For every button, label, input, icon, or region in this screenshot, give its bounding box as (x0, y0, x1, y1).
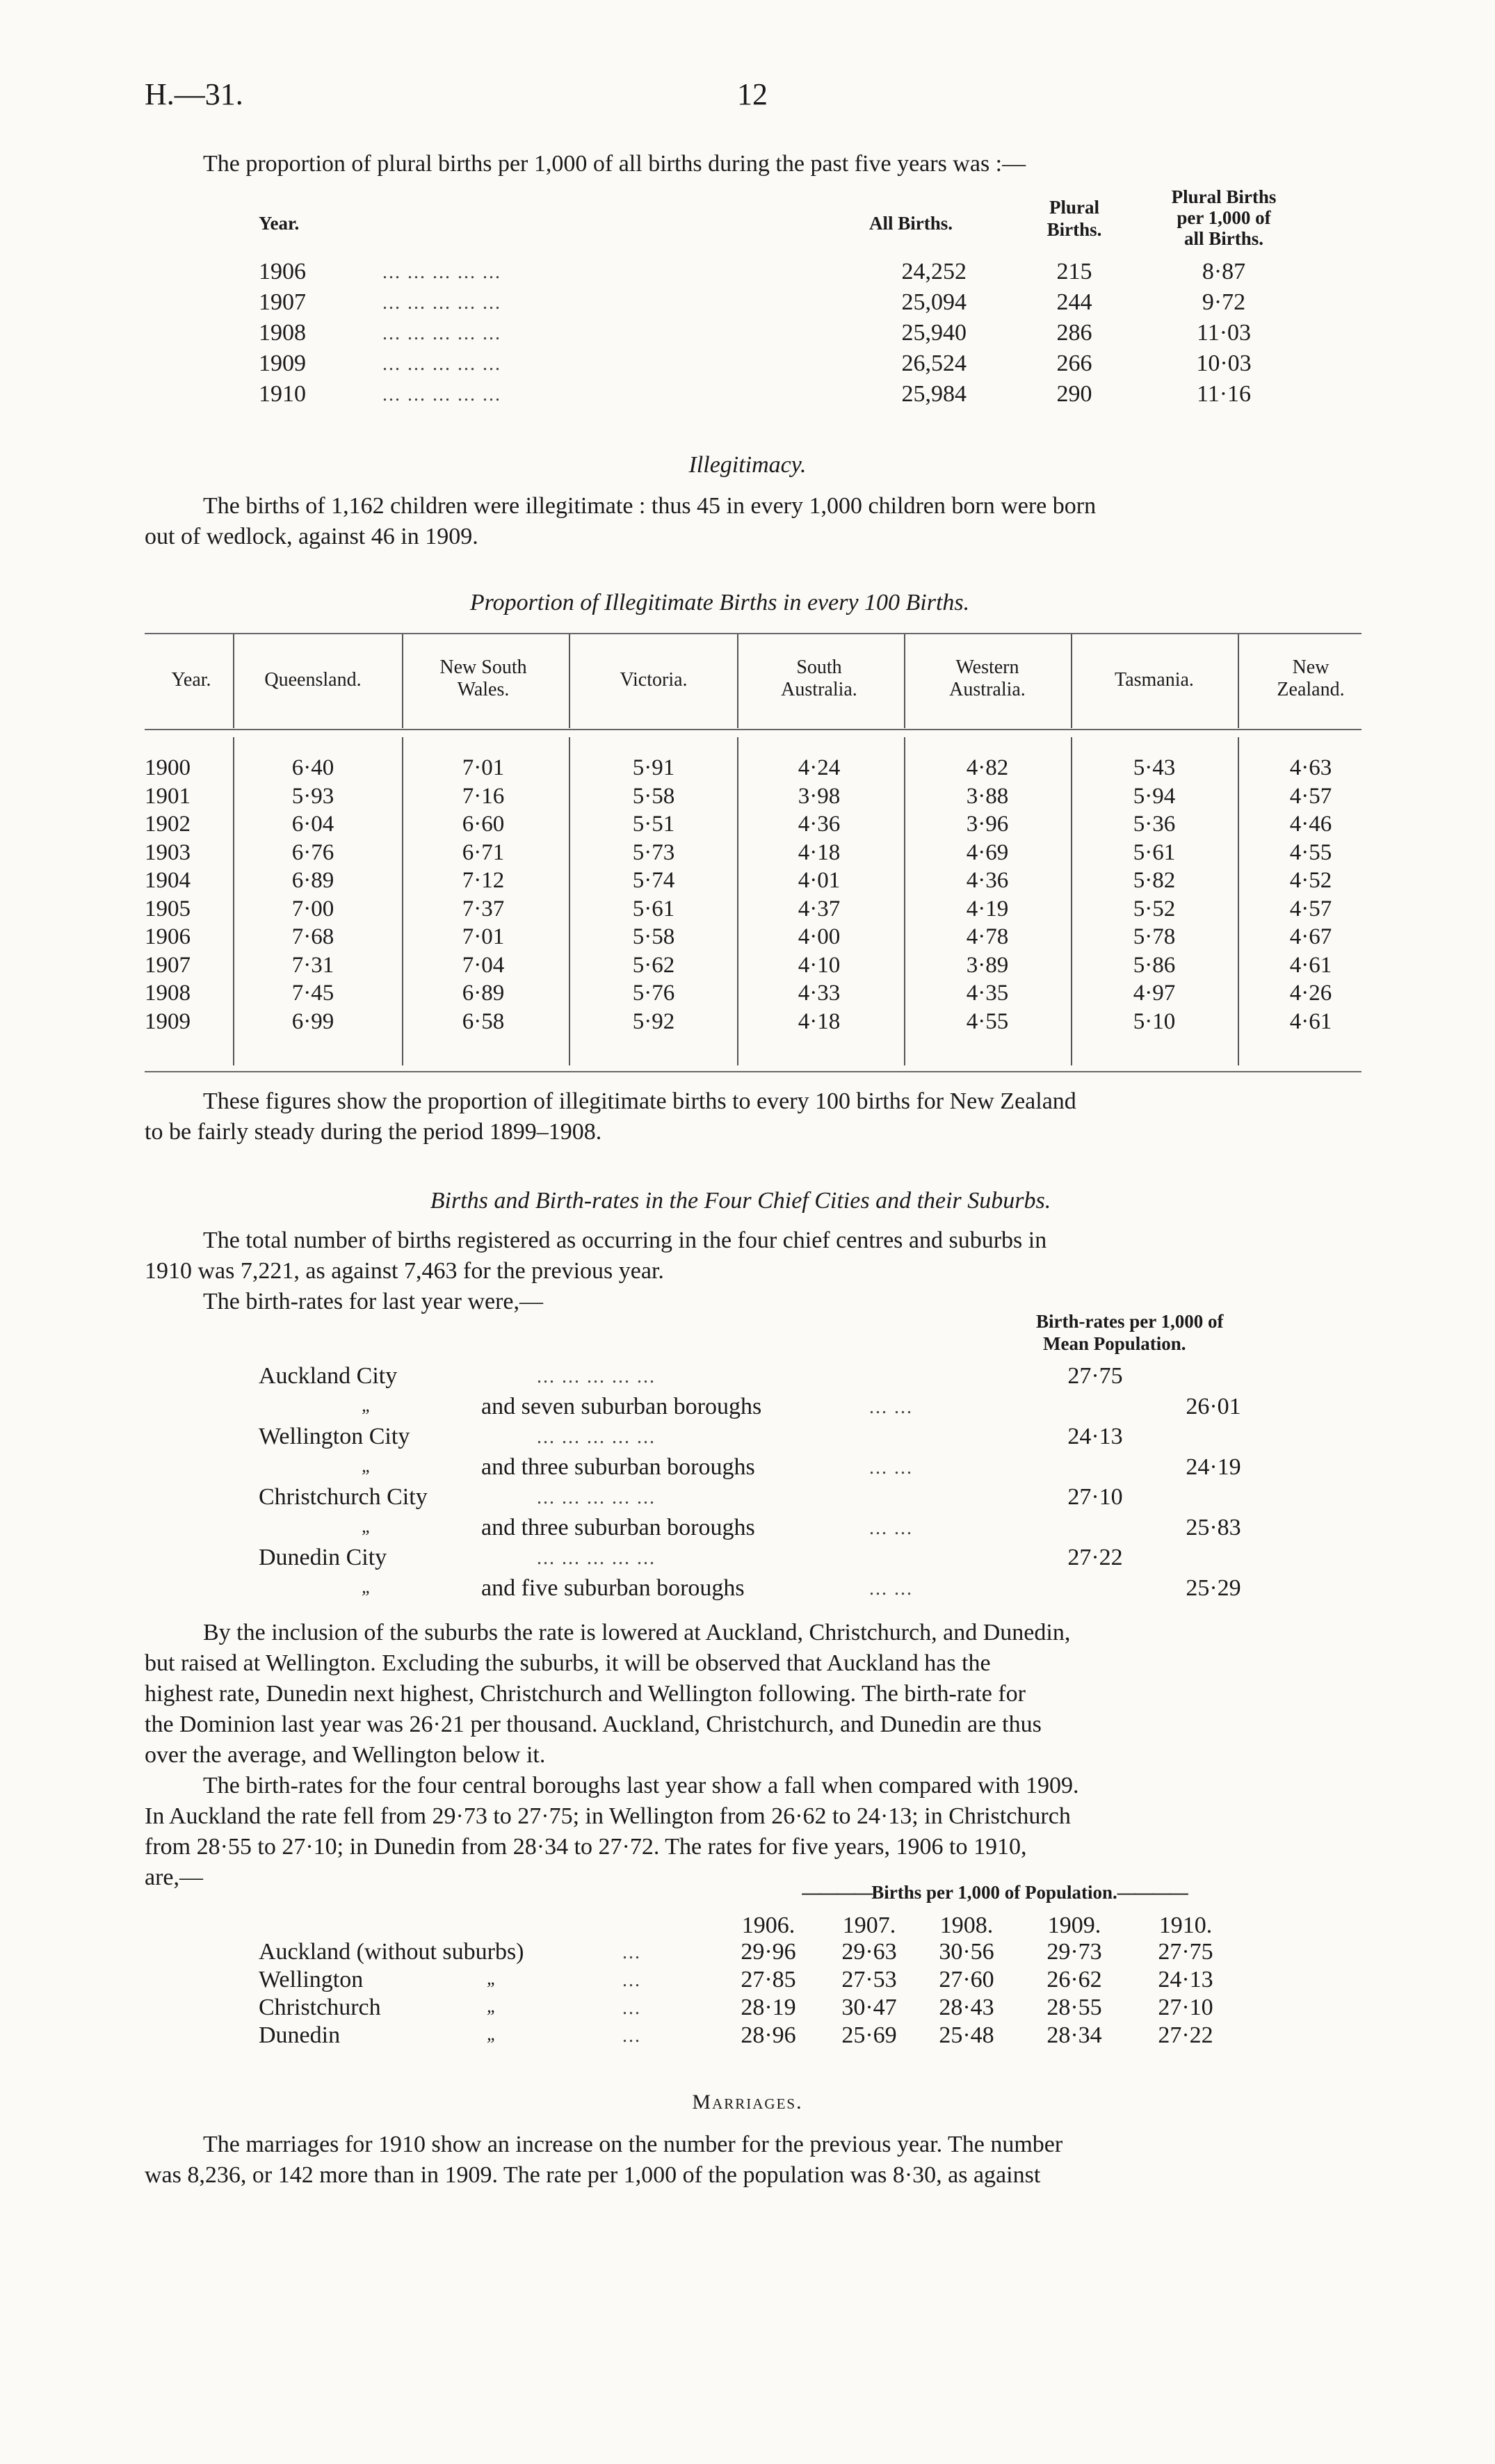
table-top-rule (145, 633, 1361, 634)
illeg-row-value: 4·00 (798, 924, 841, 949)
leader-dots: ... ... ... ... ... (382, 261, 501, 283)
plural-row-plural: 266 (1056, 351, 1092, 376)
five-year-value: 27·53 (841, 1967, 897, 1992)
illeg-row-value: 5·76 (632, 981, 675, 1006)
ditto-mark: „ (362, 1576, 372, 1597)
five-year-value: 28·43 (939, 1995, 994, 2020)
para3-line: the Dominion last year was 26·21 per thousand. Auckland, Christchurch, and Dunedin are thus (145, 1712, 1042, 1737)
illeg-row-value: 7·01 (462, 755, 505, 780)
ditto-mark: „ (362, 1394, 372, 1415)
illeg-row-value: 7·12 (462, 868, 505, 893)
ditto-mark: „ (362, 1455, 372, 1476)
illeg-row-value: 4·67 (1289, 924, 1332, 949)
illeg-row-value: 5·58 (632, 924, 675, 949)
plural-row-plural: 286 (1056, 320, 1092, 346)
plural-row-year: 1907 (259, 289, 306, 315)
plural-row-per: 10·03 (1196, 351, 1252, 376)
plural-row-per: 11·03 (1196, 320, 1252, 346)
five-year-value: 30·47 (841, 1995, 897, 2020)
para4-line: from 28·55 to 27·10; in Dunedin from 28·34 to 27·72. The rates for five years, 1906 to 1910, (145, 1834, 1027, 1860)
illeg-row-value: 4·18 (798, 1008, 841, 1034)
plural-row-per: 8·87 (1202, 259, 1246, 284)
illeg-row-value: 3·96 (966, 812, 1009, 837)
table-column-header (1078, 669, 1231, 691)
document-reference: H.—31. (145, 77, 243, 111)
illeg-row-value: 5·73 (632, 839, 675, 865)
illeg-row-value: 4·61 (1289, 1008, 1332, 1034)
para3-line: highest rate, Dunedin next highest, Christchurch and Wellington following. The birth-rate for (145, 1681, 1026, 1707)
illeg-row-value: 6·58 (462, 1008, 505, 1034)
illeg-row-value: 6·89 (291, 868, 334, 893)
column-divider (569, 737, 570, 1065)
illeg-row-value: 4·26 (1289, 981, 1332, 1006)
city-row-label: and three suburban boroughs (481, 1514, 755, 1540)
column-header-line: New (1292, 657, 1330, 678)
plural-row-year: 1908 (259, 320, 306, 346)
leader-dots: ... ... ... ... ... (537, 1547, 656, 1569)
illegitimacy-table-title: Proportion of Illegitimate Births in every 100 Births. (469, 590, 970, 615)
illeg-row-year: 1907 (145, 952, 191, 978)
illeg-row-value: 5·61 (632, 896, 675, 921)
leader-dots: ... (622, 2025, 641, 2047)
five-year-value: 29·96 (741, 1939, 796, 1965)
plural-row-per: 11·16 (1196, 381, 1252, 407)
illeg-row-value: 5·43 (1133, 755, 1176, 780)
illeg-row-value: 3·98 (798, 783, 841, 809)
plural-row-all: 24,252 (901, 259, 967, 284)
para4-line: are,— (145, 1865, 204, 1890)
five-year-column-year: 1906. (741, 1913, 795, 1938)
illeg-row-value: 4·69 (966, 839, 1009, 865)
leader-dots: ... ... ... ... ... (537, 1366, 656, 1387)
ditto-mark: „ (487, 1968, 497, 1988)
illeg-row-value: 4·55 (966, 1008, 1009, 1034)
leader-dots: ... ... (869, 1517, 913, 1539)
column-divider (1238, 737, 1239, 1065)
column-divider (1071, 737, 1072, 1065)
plural-col-all: All Births. (869, 213, 953, 234)
illeg-row-value: 5·62 (632, 952, 675, 978)
table-bottom-rule (145, 1071, 1361, 1072)
table-header-rule (145, 729, 1361, 730)
column-divider (737, 634, 738, 728)
leader-dots: ... (622, 1942, 641, 1963)
column-header-line: Tasmania. (1115, 669, 1194, 691)
cities-para1-2: 1910 was 7,221, as against 7,463 for the previous year. (145, 1258, 664, 1284)
illeg-row-value: 4·33 (798, 981, 841, 1006)
city-rate: 24·13 (1067, 1424, 1123, 1449)
ditto-mark: „ (487, 1996, 497, 2016)
illeg-row-value: 4·36 (966, 868, 1009, 893)
plural-intro: The proportion of plural births per 1,000 of all births during the past five years was :— (203, 151, 1026, 177)
column-header-line: Australia. (949, 679, 1026, 700)
five-year-column-year: 1910. (1158, 1913, 1213, 1938)
plural-row-plural: 290 (1056, 381, 1092, 407)
five-year-value: 27·60 (939, 1967, 994, 1992)
illeg-row-value: 7·00 (291, 896, 334, 921)
cities-rate-heading: Birth-rates per 1,000 of Mean Population. (1036, 1311, 1224, 1354)
leader-dots: ... ... ... ... ... (382, 384, 501, 405)
plural-col-per: Plural Births per 1,000 of all Births. (1171, 186, 1277, 249)
column-header-line: South (796, 657, 842, 678)
plural-row-all: 26,524 (901, 351, 967, 376)
illeg-row-value: 5·91 (632, 755, 675, 780)
illeg-row-value: 4·57 (1289, 896, 1332, 921)
illeg-row-value: 7·16 (462, 783, 505, 809)
five-year-value: 25·48 (939, 2022, 994, 2048)
column-header-line: Year. (171, 669, 211, 691)
five-year-column-year: 1909. (1047, 1913, 1101, 1938)
para4-line: The birth-rates for the four central boroughs last year show a fall when compared with 1909. (203, 1773, 1079, 1798)
city-suburb-rate: 25·83 (1186, 1514, 1241, 1540)
five-year-value: 24·13 (1158, 1967, 1213, 1992)
marriages-para-1: The marriages for 1910 show an increase on the number for the previous year. The number (203, 2132, 1063, 2157)
column-header-line: Wales. (457, 679, 510, 700)
plural-row-year: 1910 (259, 381, 306, 407)
column-divider (904, 634, 905, 728)
five-year-row-label: Dunedin (259, 2022, 341, 2048)
illeg-row-value: 6·76 (291, 839, 334, 865)
illeg-row-value: 5·92 (632, 1008, 675, 1034)
leader-dots: ... ... (869, 1396, 913, 1418)
cities-heading: Births and Birth-rates in the Four Chief Cities and their Suburbs. (430, 1188, 1051, 1214)
illeg-row-value: 4·63 (1289, 755, 1332, 780)
leader-dots: ... (622, 1997, 641, 2019)
city-row-label: and three suburban boroughs (481, 1454, 755, 1480)
illeg-row-value: 4·82 (966, 755, 1009, 780)
table-column-header (911, 657, 1064, 701)
five-year-value: 28·96 (741, 2022, 796, 2048)
column-header-line: New South (439, 657, 527, 678)
plural-row-per: 9·72 (1202, 289, 1246, 315)
plural-row-all: 25,984 (901, 381, 967, 407)
illeg-row-value: 7·01 (462, 924, 505, 949)
illeg-row-value: 4·78 (966, 924, 1009, 949)
illegitimacy-para-2: out of wedlock, against 46 in 1909. (145, 524, 478, 549)
illeg-row-value: 4·55 (1289, 839, 1332, 865)
cities-para2: The birth-rates for last year were,— (203, 1289, 543, 1314)
five-year-span-heading: ————Births per 1,000 of Population.———— (802, 1882, 1187, 1903)
marriages-para-2: was 8,236, or 142 more than in 1909. The rate per 1,000 of the population was 8·30, as against (145, 2162, 1041, 2188)
illeg-row-value: 5·94 (1133, 783, 1176, 809)
para3-line: over the average, and Wellington below it. (145, 1742, 546, 1768)
table-column-header (407, 657, 560, 701)
city-row-label: and seven suburban boroughs (481, 1393, 762, 1419)
city-rate: 27·22 (1067, 1545, 1123, 1570)
city-suburb-rate: 26·01 (1186, 1393, 1241, 1419)
illeg-row-value: 5·10 (1133, 1008, 1176, 1034)
illegitimacy-note-1: These figures show the proportion of illegitimate births to every 100 births for New Zealand (203, 1088, 1076, 1114)
five-year-column-year: 1907. (842, 1913, 896, 1938)
column-header-line: Queensland. (264, 669, 362, 691)
illeg-row-value: 7·37 (462, 896, 505, 921)
illeg-row-year: 1908 (145, 981, 191, 1006)
illeg-row-value: 4·37 (798, 896, 841, 921)
illeg-row-value: 5·93 (291, 783, 334, 809)
illeg-row-value: 7·68 (291, 924, 334, 949)
leader-dots: ... ... (869, 1456, 913, 1479)
city-row-label: Wellington City (259, 1424, 410, 1449)
plural-row-all: 25,094 (901, 289, 967, 315)
leader-dots: ... ... ... ... ... (382, 323, 501, 344)
illeg-row-value: 5·82 (1133, 868, 1176, 893)
illegitimacy-para-1: The births of 1,162 children were illegitimate : thus 45 in every 1,000 children born were born (203, 493, 1097, 519)
five-year-value: 27·85 (741, 1967, 796, 1992)
city-row-label: Auckland City (259, 1363, 398, 1389)
five-year-row-label: Wellington (259, 1967, 364, 1992)
illeg-row-value: 7·31 (291, 952, 334, 978)
five-year-value: 27·10 (1158, 1995, 1213, 2020)
illeg-row-year: 1901 (145, 783, 191, 809)
five-year-value: 27·22 (1158, 2022, 1213, 2048)
table-column-header (577, 669, 730, 691)
illeg-row-value: 4·24 (798, 755, 841, 780)
city-row-label: Christchurch City (259, 1484, 428, 1510)
city-rate: 27·10 (1067, 1484, 1123, 1510)
leader-dots: ... ... ... ... ... (537, 1487, 656, 1508)
illeg-row-value: 5·86 (1133, 952, 1176, 978)
illeg-row-value: 6·99 (291, 1008, 334, 1034)
five-year-value: 25·69 (841, 2022, 897, 2048)
five-year-value: 27·75 (1158, 1939, 1213, 1965)
table-column-header (743, 657, 896, 701)
illeg-row-year: 1900 (145, 755, 191, 780)
leader-dots: ... ... ... ... ... (382, 292, 501, 314)
para3-line: but raised at Wellington. Excluding the suburbs, it will be observed that Auckland has the (145, 1650, 991, 1676)
illeg-row-value: 5·61 (1133, 839, 1176, 865)
city-row-label: and five suburban boroughs (481, 1575, 745, 1601)
column-header-line: Western (955, 657, 1019, 678)
illeg-row-value: 6·40 (291, 755, 334, 780)
plural-row-plural: 244 (1056, 289, 1092, 315)
plural-col-year: Year. (259, 213, 300, 234)
illeg-row-value: 4·19 (966, 896, 1009, 921)
illegitimacy-heading: Illegitimacy. (688, 452, 807, 478)
illeg-row-value: 3·89 (966, 952, 1009, 978)
illeg-row-value: 5·36 (1133, 812, 1176, 837)
illeg-row-value: 5·78 (1133, 924, 1176, 949)
five-year-column-year: 1908. (939, 1913, 994, 1938)
column-header-line: Australia. (781, 679, 857, 700)
illeg-row-year: 1903 (145, 839, 191, 865)
plural-row-plural: 215 (1056, 259, 1092, 284)
illegitimacy-note-2: to be fairly steady during the period 1899–1908. (145, 1119, 602, 1145)
five-year-value: 30·56 (939, 1939, 994, 1965)
illeg-row-value: 7·45 (291, 981, 334, 1006)
illeg-row-value: 4·01 (798, 868, 841, 893)
illeg-row-value: 4·46 (1289, 812, 1332, 837)
illeg-row-value: 4·57 (1289, 783, 1332, 809)
column-header-line: Victoria. (620, 669, 688, 691)
table-column-header (236, 669, 389, 691)
illeg-row-year: 1909 (145, 1008, 191, 1034)
illeg-row-value: 5·52 (1133, 896, 1176, 921)
illeg-row-year: 1906 (145, 924, 191, 949)
five-year-value: 26·62 (1046, 1967, 1102, 1992)
illeg-row-year: 1904 (145, 868, 191, 893)
city-suburb-rate: 24·19 (1186, 1454, 1241, 1480)
cities-para1-1: The total number of births registered as occurring in the four chief centres and suburbs in (203, 1227, 1047, 1253)
five-year-value: 28·55 (1046, 1995, 1102, 2020)
para3-line: By the inclusion of the suburbs the rate is lowered at Auckland, Christchurch, and Dunedin, (203, 1620, 1071, 1645)
five-year-value: 29·73 (1046, 1939, 1102, 1965)
city-rate: 27·75 (1067, 1363, 1123, 1389)
column-divider (904, 737, 905, 1065)
column-divider (1071, 634, 1072, 728)
para4-line: In Auckland the rate fell from 29·73 to 27·75; in Wellington from 26·62 to 24·13; in Christchurch (145, 1803, 1071, 1829)
illeg-row-value: 5·58 (632, 783, 675, 809)
illeg-row-value: 3·88 (966, 783, 1009, 809)
leader-dots: ... ... (869, 1577, 913, 1600)
illeg-row-value: 5·51 (632, 812, 675, 837)
column-header-line: Zealand. (1277, 679, 1345, 700)
illeg-row-value: 6·89 (462, 981, 505, 1006)
ditto-mark: „ (362, 1515, 372, 1536)
illeg-row-year: 1902 (145, 812, 191, 837)
illeg-row-value: 6·71 (462, 839, 505, 865)
illeg-row-value: 4·10 (798, 952, 841, 978)
illeg-row-value: 4·61 (1289, 952, 1332, 978)
column-divider (402, 634, 403, 728)
illeg-row-value: 4·35 (966, 981, 1009, 1006)
illeg-row-value: 6·04 (291, 812, 334, 837)
plural-row-all: 25,940 (901, 320, 967, 346)
leader-dots: ... ... ... ... ... (382, 353, 501, 375)
illeg-row-year: 1905 (145, 896, 191, 921)
plural-row-year: 1909 (259, 351, 306, 376)
illeg-row-value: 7·04 (462, 952, 505, 978)
column-divider (569, 634, 570, 728)
five-year-row-label: Auckland (without suburbs) (259, 1939, 524, 1965)
table-column-header (1234, 657, 1387, 701)
column-divider (402, 737, 403, 1065)
illeg-row-value: 4·36 (798, 812, 841, 837)
plural-row-year: 1906 (259, 259, 306, 284)
five-year-value: 28·34 (1046, 2022, 1102, 2048)
illeg-row-value: 4·18 (798, 839, 841, 865)
five-year-value: 29·63 (841, 1939, 897, 1965)
city-row-label: Dunedin City (259, 1545, 387, 1570)
city-suburb-rate: 25·29 (1186, 1575, 1241, 1601)
page-number: 12 (737, 77, 768, 111)
illeg-row-value: 5·74 (632, 868, 675, 893)
column-divider (737, 737, 738, 1065)
column-divider (233, 737, 234, 1065)
illeg-row-value: 6·60 (462, 812, 505, 837)
plural-col-plural: Plural Births. (1046, 197, 1102, 240)
leader-dots: ... (622, 1970, 641, 1991)
illeg-row-value: 4·52 (1289, 868, 1332, 893)
five-year-row-label: Christchurch (259, 1995, 381, 2020)
illeg-row-value: 4·97 (1133, 981, 1176, 1006)
five-year-value: 28·19 (741, 1995, 796, 2020)
marriages-heading: Marriages. (692, 2091, 803, 2113)
ditto-mark: „ (487, 2024, 497, 2044)
leader-dots: ... ... ... ... ... (537, 1426, 656, 1448)
